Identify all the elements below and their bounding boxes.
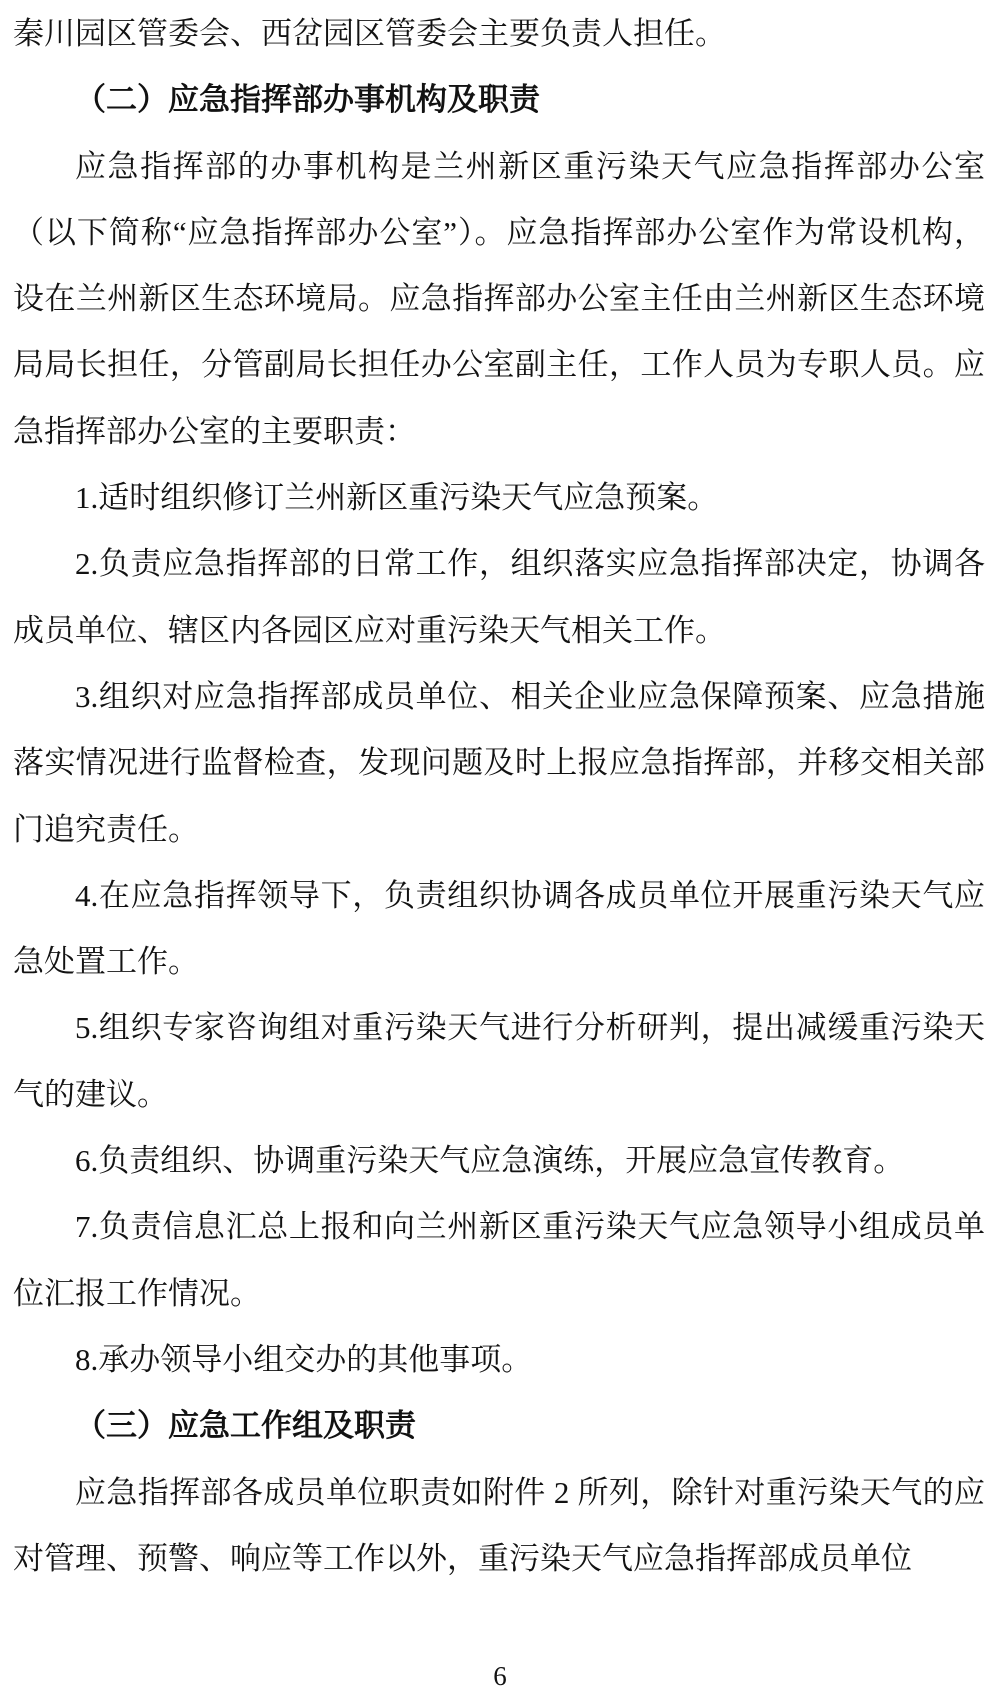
paragraph-continuation: 秦川园区管委会、西岔园区管委会主要负责人担任。: [13, 16, 726, 51]
paragraph-workgroup-duties: 应急指挥部各成员单位职责如附件 2 所列，除针对重污染天气的应对管理、预警、响应等工作以外，重污染天气应急指挥部成员单位: [13, 1474, 985, 1576]
list-item-3: 3.组织对应急指挥部成员单位、相关企业应急保障预案、应急措施落实情况进行监督检查，发现问题及时上报应急指挥部，并移交相关部门追究责任。: [13, 678, 985, 847]
list-item-5: 5.组织专家咨询组对重污染天气进行分析研判，提出减缓重污染天气的建议。: [13, 1010, 985, 1112]
section-heading-3: （三）应急工作组及职责: [75, 1408, 416, 1444]
paragraph-office-description: 应急指挥部的办事机构是兰州新区重污染天气应急指挥部办公室（以下简称“应急指挥部办公室”）。应急指挥部办公室作为常设机构，设在兰州新区生态环境局。应急指挥部办公室主任由兰州新区生态环境局局长担任，分管副局长担任办公室副主任，工作人员为专职人员。应急指挥部办公室的主要职责：: [13, 148, 985, 449]
list-item-6: 6.负责组织、协调重污染天气应急演练，开展应急宣传教育。: [75, 1143, 905, 1179]
list-item-7: 7.负责信息汇总上报和向兰州新区重污染天气应急领导小组成员单位汇报工作情况。: [13, 1209, 985, 1311]
page-number: 6: [493, 1661, 507, 1691]
list-item-2: 2.负责应急指挥部的日常工作，组织落实应急指挥部决定，协调各成员单位、辖区内各园区应对重污染天气相关工作。: [13, 546, 985, 648]
list-item-4: 4.在应急指挥领导下，负责组织协调各成员单位开展重污染天气应急处置工作。: [13, 877, 985, 980]
section-heading-2: （二）应急指挥部办事机构及职责: [75, 82, 540, 118]
list-item-8: 8.承办领导小组交办的其他事项。: [75, 1341, 533, 1377]
list-item-1: 1.适时组织修订兰州新区重污染天气应急预案。: [75, 480, 719, 516]
